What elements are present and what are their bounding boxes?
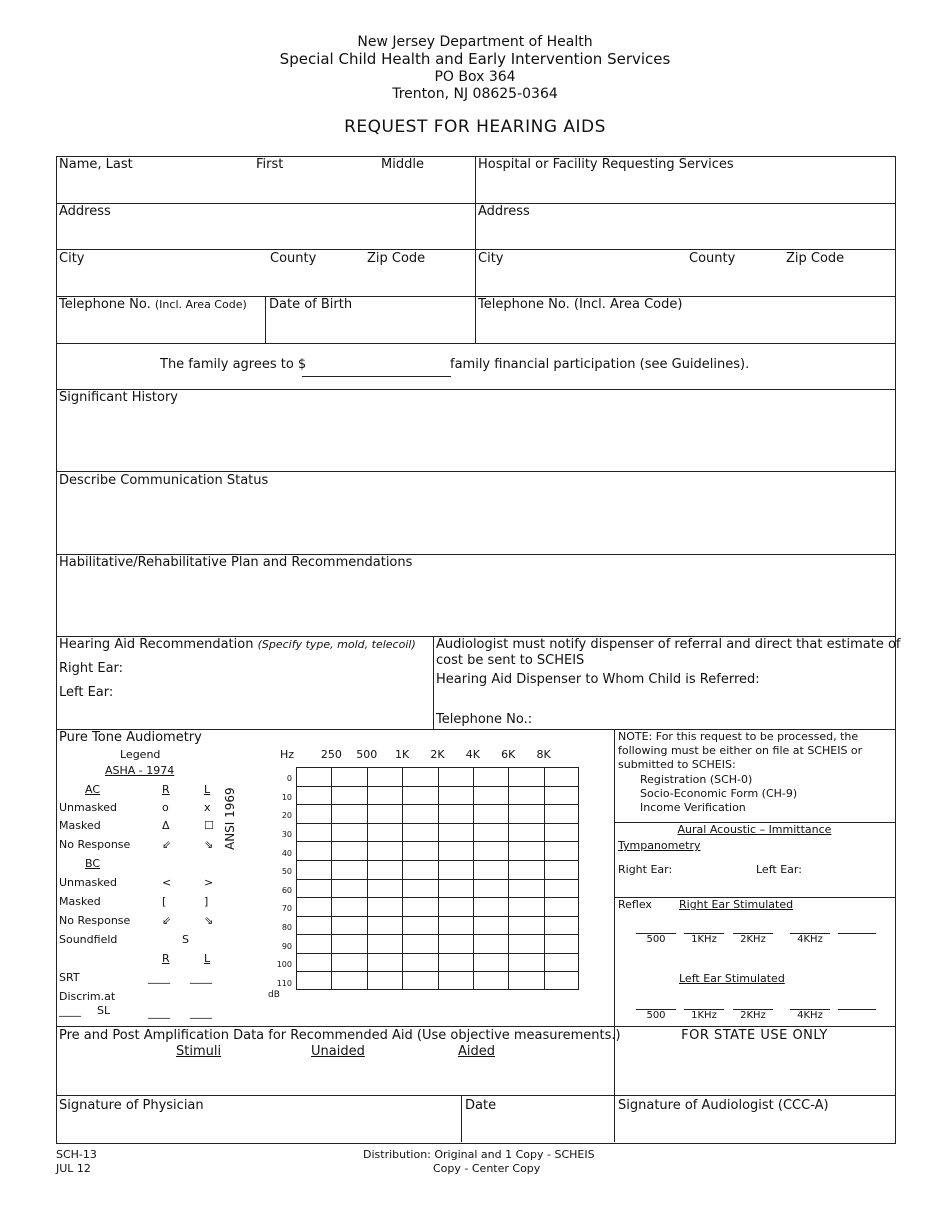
audiogram-db-tick: 80 <box>281 922 292 932</box>
date-label: Date <box>465 1098 497 1113</box>
ac-unmasked-l: x <box>204 801 211 814</box>
ac-masked-r: Δ <box>162 819 170 832</box>
note-item-socioeconomic: Socio-Economic Form (CH-9) <box>640 787 798 800</box>
audiogram-freq-tick: 6K <box>501 748 516 761</box>
family-suffix: family financial participation (see Guidelines). <box>450 357 750 372</box>
soundfield-label: Soundfield <box>59 933 118 946</box>
dob-label: Date of Birth <box>269 297 353 312</box>
audiogram-db-tick: 70 <box>281 904 292 914</box>
date-field[interactable] <box>466 1117 614 1139</box>
ac-col-r: R <box>162 783 170 796</box>
facility-zip-label: Zip Code <box>786 251 845 266</box>
ac-noresponse-r: ⇙ <box>162 838 172 851</box>
db-label: dB <box>268 990 280 1000</box>
reflex-freq-label: 500 <box>646 1010 666 1021</box>
physician-signature-field[interactable] <box>60 1117 460 1139</box>
history-field[interactable] <box>60 410 894 470</box>
patient-county-label: County <box>270 251 317 266</box>
state-use-label: FOR STATE USE ONLY <box>681 1028 828 1043</box>
bc-label: BC <box>85 857 101 870</box>
patient-name-field[interactable] <box>60 177 474 201</box>
audiogram-freq-tick: 8K <box>536 748 551 761</box>
audiogram-row-line <box>296 786 579 787</box>
facility-city-label: City <box>478 251 504 266</box>
bc-unmasked-r: < <box>162 876 172 889</box>
audiogram-db-tick: 40 <box>281 848 292 858</box>
audiogram-row-line <box>296 860 579 861</box>
patient-telephone-label: Telephone No. (Incl. Area Code) <box>59 297 247 312</box>
audiometry-title: Pure Tone Audiometry <box>59 730 202 745</box>
communication-label: Describe Communication Status <box>59 473 269 488</box>
dob-field[interactable] <box>270 317 474 341</box>
audiogram-db-tick: 90 <box>281 941 292 951</box>
notice-line2: cost be sent to SCHEIS <box>436 653 585 668</box>
dispenser-label: Hearing Aid Dispenser to Whom Child is Referred: <box>436 672 760 687</box>
left-ear-field[interactable] <box>130 684 432 704</box>
audiogram-db-tick: 100 <box>276 960 292 970</box>
reflex-freq-label: 1KHz <box>691 1010 717 1021</box>
bc-masked-label: Masked <box>59 895 101 908</box>
audiogram-db-tick: 50 <box>281 867 292 877</box>
left-stim-label: Left Ear Stimulated <box>679 972 785 985</box>
unaided-label: Unaided <box>311 1044 365 1059</box>
history-label: Significant History <box>59 390 178 405</box>
reflex-blank-extra[interactable] <box>838 1009 876 1010</box>
patient-address-label: Address <box>59 204 111 219</box>
division-name: Special Child Health and Early Intervention Services <box>279 50 671 68</box>
audiogram-row-line <box>296 823 579 824</box>
stimuli-label: Stimuli <box>176 1044 222 1059</box>
patient-city-label: City <box>59 251 85 266</box>
dispenser-field[interactable] <box>438 692 892 712</box>
right-ear-field[interactable] <box>130 660 432 680</box>
city-state-zip: Trenton, NJ 08625-0364 <box>392 86 558 102</box>
discrim-l-blank: ____ <box>190 1006 212 1019</box>
ac-masked-label: Masked <box>59 819 101 832</box>
family-prefix: The family agrees to $ <box>160 357 307 372</box>
first-name-label: First <box>256 157 284 172</box>
bc-masked-r: [ <box>162 895 167 908</box>
note-item-registration: Registration (SCH-0) <box>640 773 753 786</box>
name-last-label: Name, Last <box>59 157 133 172</box>
audiogram-freq-tick: 2K <box>430 748 445 761</box>
bc-unmasked-label: Unmasked <box>59 876 117 889</box>
aural-title: Aural Acoustic – Immittance <box>677 823 832 836</box>
srt-l-blank: ____ <box>190 971 212 984</box>
distribution-line2: Copy - Center Copy <box>433 1162 541 1175</box>
reflex-freq-label: 2KHz <box>740 1010 766 1021</box>
aided-label: Aided <box>458 1044 496 1059</box>
tymp-right-label: Right Ear: <box>618 863 673 876</box>
audiogram-row-line <box>296 971 579 972</box>
facility-label: Hospital or Facility Requesting Services <box>478 157 734 172</box>
reflex-label: Reflex <box>618 898 652 911</box>
audiologist-signature-label: Signature of Audiologist (CCC-A) <box>618 1098 829 1113</box>
discrim-label: Discrim.at <box>59 990 116 1003</box>
bc-noresponse-label: No Response <box>59 914 131 927</box>
reflex-freq-label: 500 <box>646 934 666 945</box>
hz-label: Hz <box>280 748 295 761</box>
facility-city-field[interactable] <box>480 270 894 294</box>
audiogram-db-tick: 20 <box>281 811 292 821</box>
right-ear-label: Right Ear: <box>59 661 124 676</box>
recommendation-title: Hearing Aid Recommendation (Specify type, mold, telecoil) <box>59 637 416 652</box>
amplification-field[interactable] <box>60 1064 612 1096</box>
note-item-income: Income Verification <box>640 801 746 814</box>
form-date: JUL 12 <box>56 1162 91 1175</box>
middle-name-label: Middle <box>381 157 424 172</box>
left-ear-label: Left Ear: <box>59 685 114 700</box>
patient-city-field[interactable] <box>60 270 474 294</box>
reflex-freq-label: 4KHz <box>797 1010 823 1021</box>
sl-blank: ____ <box>59 1004 81 1017</box>
tymp-right-field[interactable] <box>676 862 754 880</box>
bc-unmasked-l: > <box>204 876 214 889</box>
right-stim-label: Right Ear Stimulated <box>679 898 794 911</box>
physician-signature-label: Signature of Physician <box>59 1098 204 1113</box>
patient-address-field[interactable] <box>60 223 474 247</box>
dispenser-telephone-label: Telephone No.: <box>436 712 533 727</box>
po-box: PO Box 364 <box>434 69 516 85</box>
audiogram-db-tick: 0 <box>286 774 292 784</box>
patient-telephone-field[interactable] <box>60 317 264 341</box>
facility-county-label: County <box>689 251 736 266</box>
audiogram-db-tick: 110 <box>276 978 292 988</box>
communication-field[interactable] <box>60 493 894 553</box>
reflex-freq-label: 2KHz <box>740 934 766 945</box>
note-line2: following must be either on file at SCHEIS or <box>618 744 863 757</box>
tymp-left-label: Left Ear: <box>756 863 802 876</box>
patient-zip-label: Zip Code <box>367 251 426 266</box>
audiogram-db-tick: 10 <box>281 792 292 802</box>
note-line1: NOTE: For this request to be processed, the <box>618 730 859 743</box>
reflex-freq-label: 4KHz <box>797 934 823 945</box>
legend-label: Legend <box>120 748 161 761</box>
srt-col-r: R <box>162 952 170 965</box>
audiogram-db-tick: 30 <box>281 830 292 840</box>
audiogram-freq-tick: 1K <box>395 748 410 761</box>
sl-label: SL <box>97 1004 111 1017</box>
audiogram-row-line <box>296 916 579 917</box>
audiogram-freq-tick: 4K <box>465 748 480 761</box>
audiogram-freq-tick: 250 <box>320 748 342 761</box>
form-code: SCH-13 <box>56 1148 97 1161</box>
ac-col-l: L <box>204 783 211 796</box>
audiogram-row-line <box>296 934 579 935</box>
plan-label: Habilitative/Rehabilitative Plan and Recommendations <box>59 555 413 570</box>
facility-telephone-field[interactable] <box>480 317 894 341</box>
note-line3: submitted to SCHEIS: <box>618 758 736 771</box>
ac-unmasked-label: Unmasked <box>59 801 117 814</box>
notice-line1: Audiologist must notify dispenser of referral and direct that estimate of <box>436 637 901 652</box>
audiogram-freq-tick: 500 <box>356 748 378 761</box>
dept-name: New Jersey Department of Health <box>357 34 593 50</box>
ac-unmasked-r: o <box>162 801 169 814</box>
facility-address-label: Address <box>478 204 530 219</box>
tymp-left-field[interactable] <box>806 862 894 880</box>
audiogram-row-line <box>296 953 579 954</box>
ac-noresponse-label: No Response <box>59 838 131 851</box>
distribution-line1: Distribution: Original and 1 Copy - SCHEIS <box>363 1148 595 1161</box>
audiogram-row-line <box>296 804 579 805</box>
facility-telephone-label: Telephone No. (Incl. Area Code) <box>478 297 683 312</box>
audiologist-signature-field[interactable] <box>619 1117 893 1139</box>
reflex-freq-label: 1KHz <box>691 934 717 945</box>
tympanometry-label: Tympanometry <box>618 839 701 852</box>
ac-masked-l: ☐ <box>204 819 214 832</box>
ac-noresponse-l: ⇘ <box>204 838 214 851</box>
asha-label: ASHA - 1974 <box>105 764 175 777</box>
bc-noresponse-r: ⇙ <box>162 914 172 927</box>
reflex-blank-extra[interactable] <box>838 933 876 934</box>
audiogram-row-line <box>296 897 579 898</box>
srt-label: SRT <box>59 971 80 984</box>
ac-label: AC <box>85 783 101 796</box>
form-title: REQUEST FOR HEARING AIDS <box>344 117 606 137</box>
family-amount-field[interactable] <box>302 356 451 377</box>
discrim-r-blank: ____ <box>148 1006 170 1019</box>
audiogram-row-line <box>296 841 579 842</box>
bc-noresponse-l: ⇘ <box>204 914 214 927</box>
dispenser-telephone-field[interactable] <box>535 711 613 729</box>
bc-masked-l: ] <box>204 895 209 908</box>
srt-col-l: L <box>204 952 211 965</box>
srt-r-blank: ____ <box>148 971 170 984</box>
facility-field[interactable] <box>480 177 894 201</box>
plan-field[interactable] <box>60 575 894 635</box>
amplification-title: Pre and Post Amplification Data for Recommended Aid (Use objective measurements.) <box>59 1028 621 1043</box>
ansi-label: ANSI 1969 <box>223 787 237 850</box>
audiogram-db-tick: 60 <box>281 885 292 895</box>
soundfield-mark: S <box>182 933 189 946</box>
audiogram-row-line <box>296 879 579 880</box>
facility-address-field[interactable] <box>480 223 894 247</box>
